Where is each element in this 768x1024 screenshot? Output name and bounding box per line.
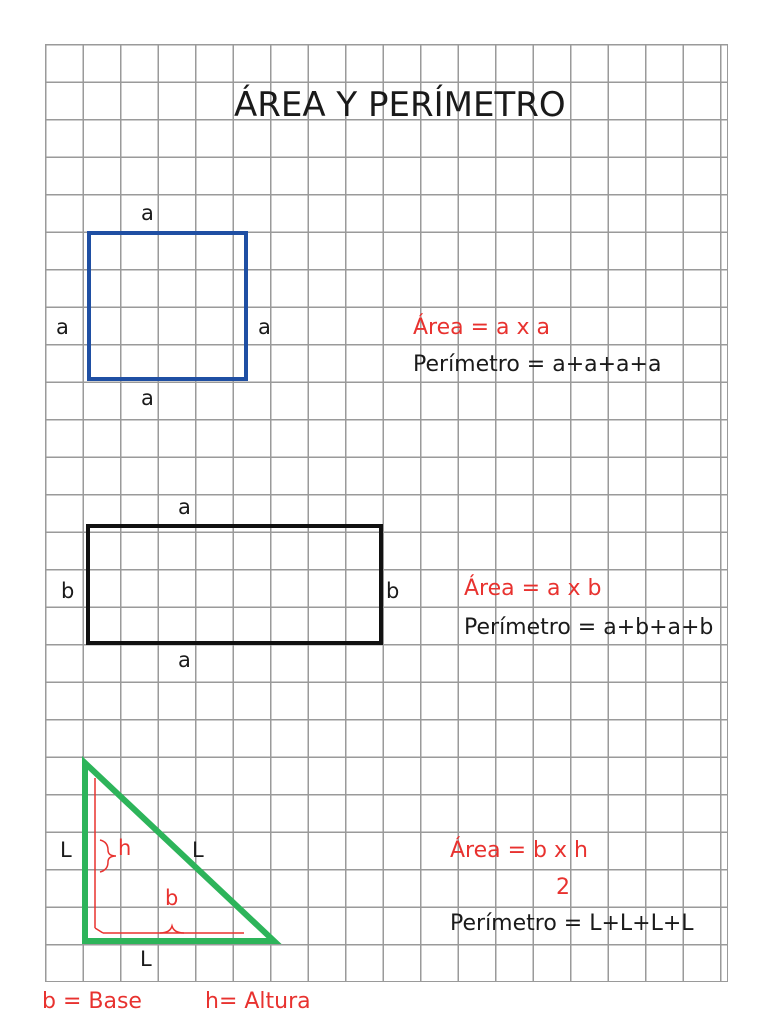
rectangle-label-left: b xyxy=(61,579,75,603)
square-label-right: a xyxy=(258,315,271,339)
legend-base: b = Base xyxy=(42,989,142,1014)
square-perimeter-formula: Perímetro = a+a+a+a xyxy=(413,352,662,377)
legend-height: h= Altura xyxy=(205,989,311,1014)
page-title: ÁREA Y PERÍMETRO xyxy=(234,85,566,125)
triangle-shape xyxy=(85,763,274,941)
base-brace xyxy=(160,926,184,933)
square-label-bottom: a xyxy=(141,386,154,410)
triangle-area-denominator: 2 xyxy=(556,875,570,900)
rectangle-perimeter-formula: Perímetro = a+b+a+b xyxy=(464,615,714,640)
height-brace xyxy=(100,840,116,872)
triangle-perimeter-formula: Perímetro = L+L+L+L xyxy=(450,911,694,936)
triangle-label-bottom: L xyxy=(140,947,152,971)
rectangle-label-bottom: a xyxy=(178,648,191,672)
triangle-label-base: b xyxy=(165,886,179,910)
square-shape xyxy=(89,233,246,379)
square-area-formula: Área = a x a xyxy=(413,315,551,340)
triangle-label-left: L xyxy=(60,838,72,862)
height-bracket xyxy=(95,778,103,933)
triangle-label-hypotenuse: L xyxy=(192,838,204,862)
square-label-top: a xyxy=(141,201,154,225)
square-label-left: a xyxy=(56,315,69,339)
triangle-label-height: h xyxy=(118,836,132,860)
rectangle-label-top: a xyxy=(178,495,191,519)
rectangle-shape xyxy=(88,526,381,643)
triangle-area-formula: Área = b x h xyxy=(450,838,588,863)
rectangle-label-right: b xyxy=(386,579,400,603)
rectangle-area-formula: Área = a x b xyxy=(464,576,602,601)
